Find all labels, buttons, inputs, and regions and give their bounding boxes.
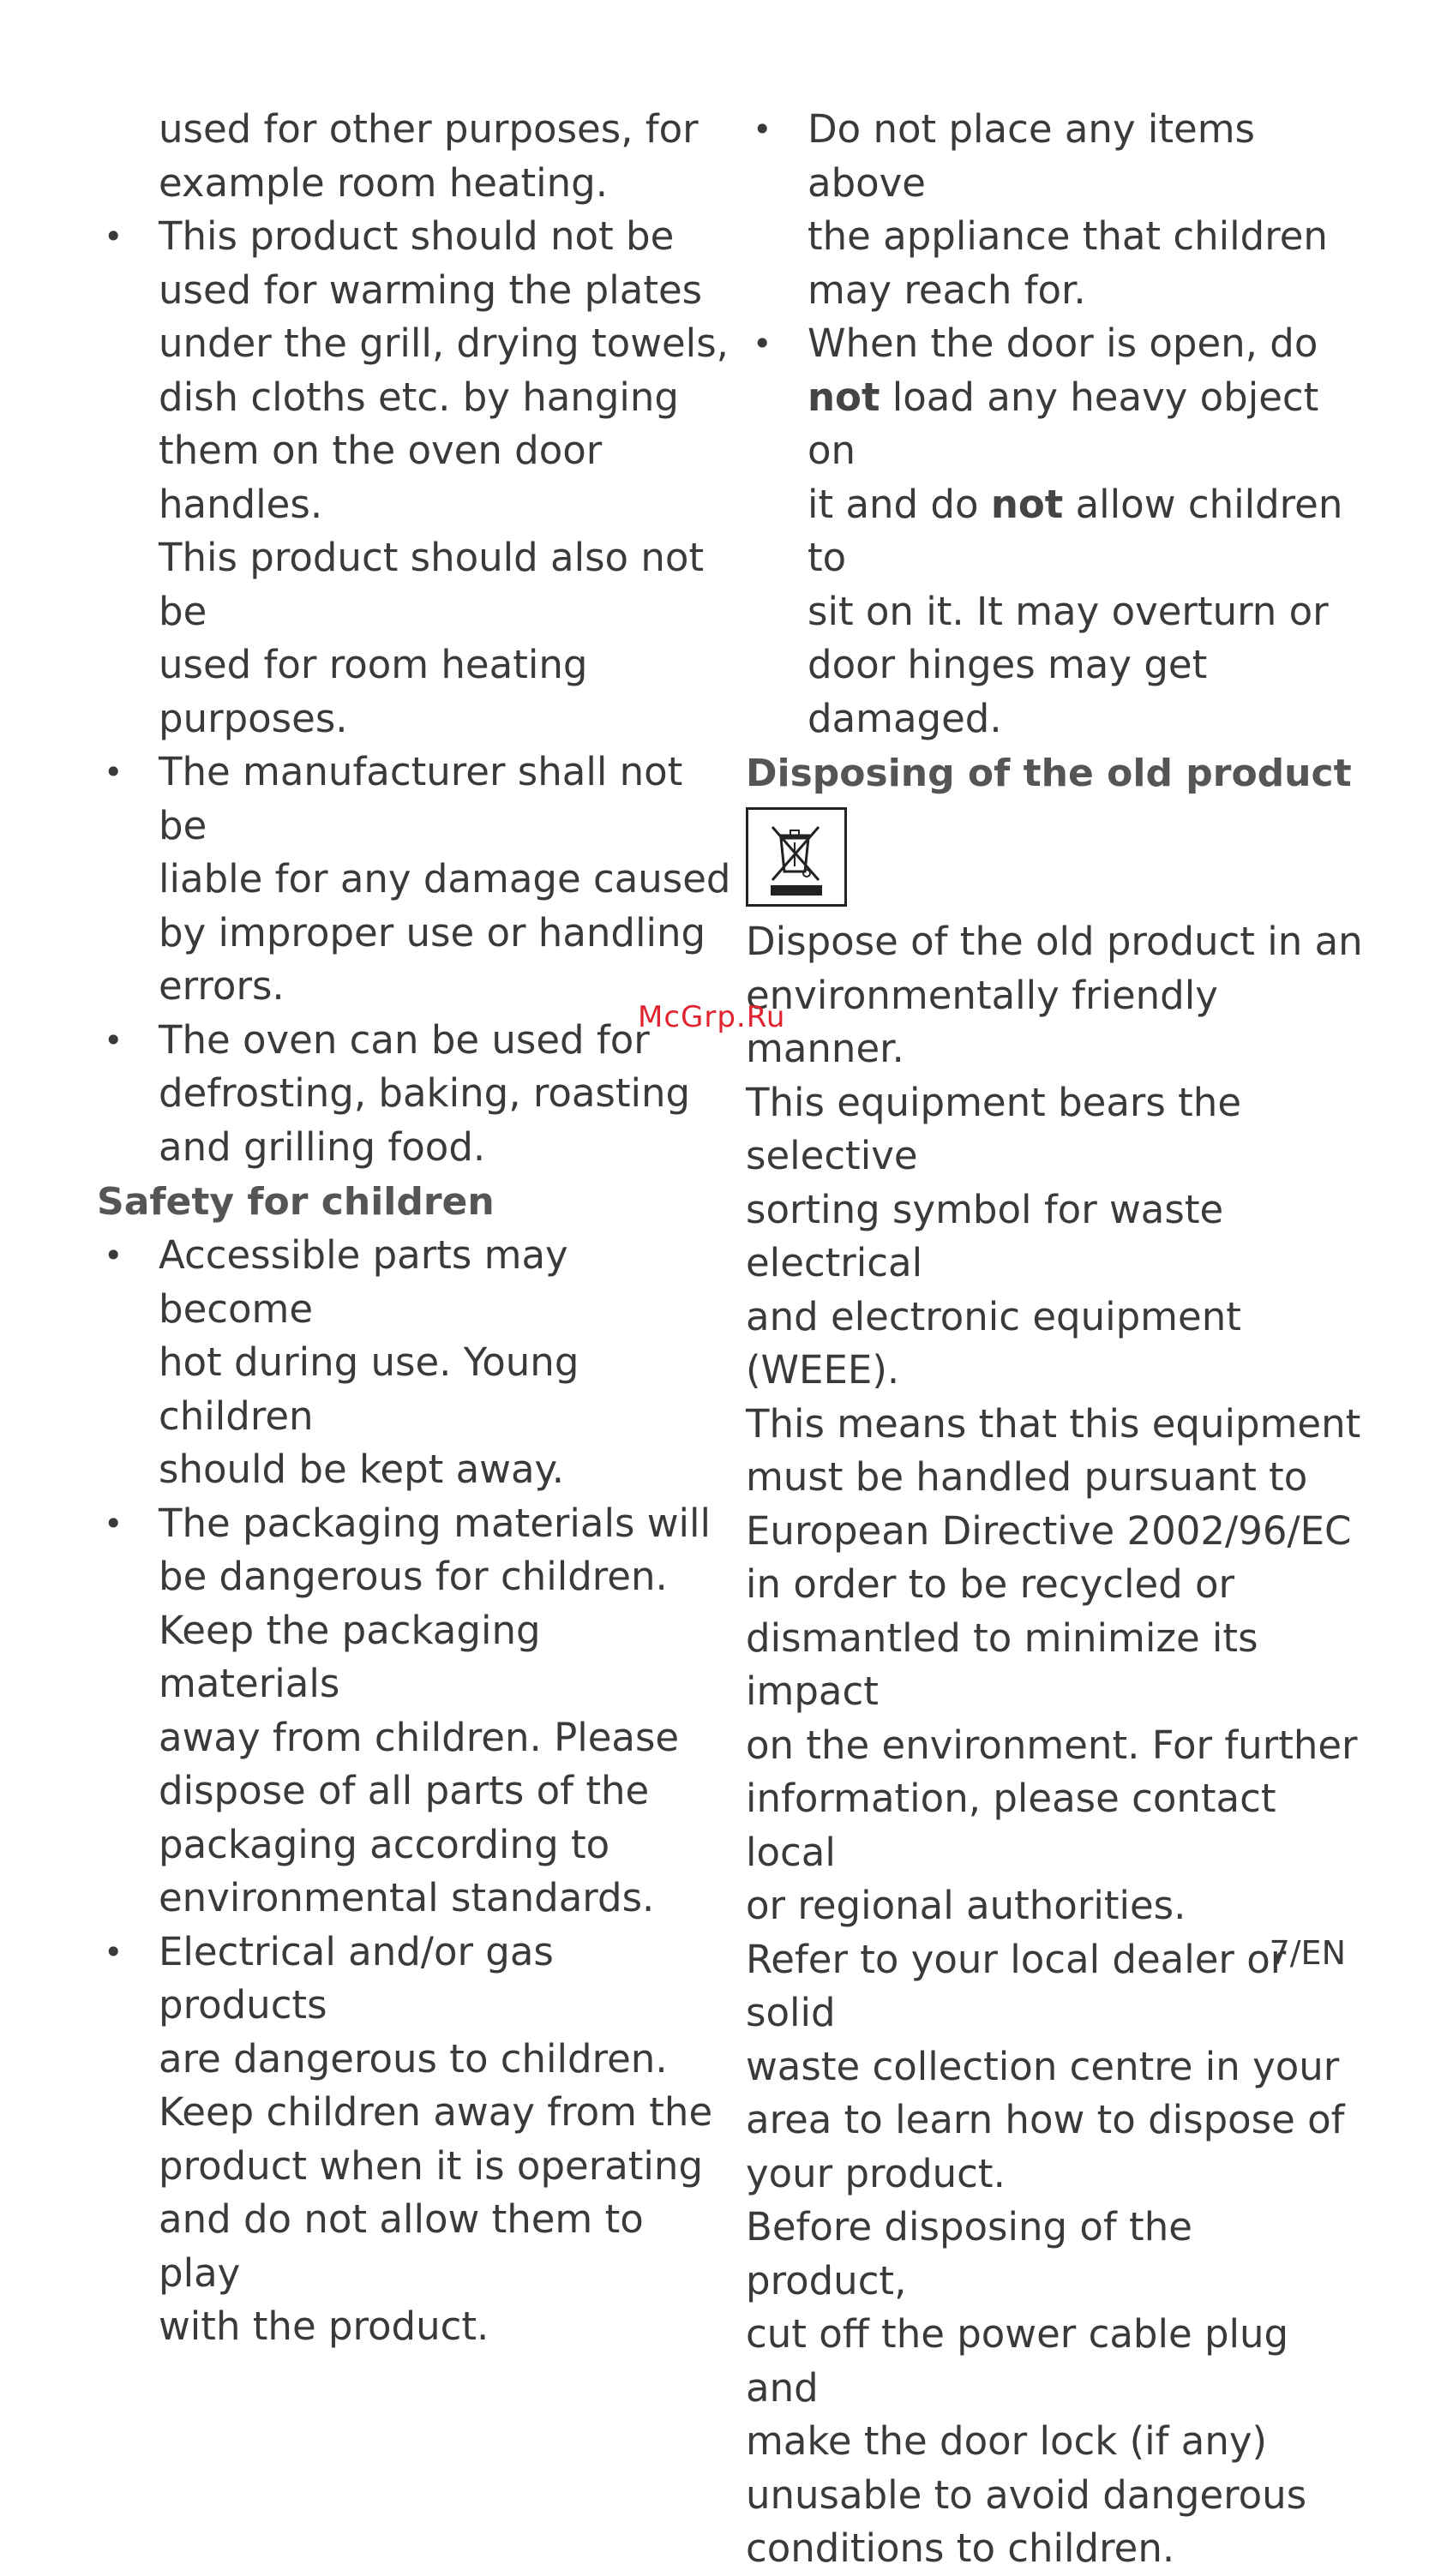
text-line: This product should not be	[159, 213, 675, 259]
emphasis-not: not	[990, 481, 1064, 527]
bullet-item-accessible-parts	[97, 1229, 731, 1497]
disposal-paragraph-2	[746, 1933, 1363, 2202]
text-line: Accessible parts may become	[159, 1232, 568, 1332]
text-line: used for other purposes, for	[159, 106, 699, 152]
text-line: be dangerous for children.	[159, 1554, 668, 1599]
bullet-item-oven-usage	[97, 1014, 731, 1175]
bullet-icon: •	[104, 218, 123, 255]
text-line: Dispose of the old product in an	[746, 919, 1363, 964]
text-line: liable for any damage caused	[159, 856, 731, 902]
right-column	[746, 103, 1363, 2576]
text-line: in order to be recycled or	[746, 1561, 1235, 1607]
bullet-item-manufacturer-liability	[97, 746, 731, 1014]
text-line: may reach for.	[808, 267, 1086, 313]
text-line: environmental standards.	[159, 1875, 655, 1920]
disposal-paragraph-3	[746, 2201, 1363, 2576]
emphasis-not: not	[808, 374, 880, 420]
text-line: hot during use. Young children	[159, 1339, 579, 1439]
text-line: used for room heating	[159, 642, 588, 687]
text-line: your product.	[746, 2150, 1006, 2196]
text-line: conditions to children.	[746, 2525, 1175, 2571]
text-line: or regional authorities.	[746, 1883, 1186, 1928]
text-line: errors.	[159, 963, 285, 1009]
text-line: must be handled pursuant to	[746, 1454, 1308, 1500]
text-fragment: allow children to	[808, 481, 1343, 580]
text-line: and do not allow them to play	[159, 2196, 644, 2296]
text-line: sit on it. It may overturn or	[808, 588, 1329, 634]
text-fragment: it and do	[808, 481, 991, 527]
text-line: The oven can be used for	[159, 1016, 650, 1063]
continued-bullet-text	[97, 103, 731, 210]
text-line: When the door is open, do	[808, 321, 1318, 366]
bullet-item-warming-plates	[97, 210, 731, 746]
text-line: used for warming the plates	[159, 267, 703, 313]
disposal-paragraph-1	[746, 915, 1363, 1933]
text-line: information, please contact local	[746, 1776, 1276, 1875]
bullet-item-packaging-materials	[97, 1497, 731, 1926]
page-number: 7/EN	[1269, 1934, 1346, 1972]
text-line: This equipment bears the selective	[746, 1079, 1242, 1178]
text-line	[808, 478, 1363, 585]
text-line: away from children. Please	[159, 1714, 680, 1760]
section-heading-disposing-old-product: Disposing of the old product	[746, 752, 1352, 795]
text-line: under the grill, drying towels,	[159, 321, 729, 366]
text-line: product when it is operating	[159, 2142, 704, 2189]
bullet-item-items-above-appliance	[746, 103, 1363, 317]
watermark-text: McGrp.Ru	[638, 1000, 786, 1034]
bullet-item-door-open	[746, 317, 1363, 746]
text-line: with the product.	[159, 2303, 489, 2349]
weee-symbol-graphic	[748, 810, 844, 904]
text-line: This means that this equipment	[746, 1400, 1361, 1447]
text-line: environmentally friendly manner.	[746, 972, 1218, 1071]
text-line: waste collection centre in your	[746, 2043, 1340, 2089]
left-column	[97, 103, 731, 2354]
text-line: cut off the power cable plug and	[746, 2311, 1289, 2411]
text-line: area to learn how to dispose of	[746, 2097, 1345, 2142]
text-line: Before disposing of the product,	[746, 2204, 1192, 2303]
bullet-item-electrical-gas-products	[97, 1926, 731, 2354]
text-line: dismantled to minimize its impact	[746, 1614, 1258, 1714]
text-line: packaging according to	[159, 1821, 610, 1867]
text-line: The manufacturer shall not be	[159, 749, 683, 848]
text-line: sorting symbol for waste electrical	[746, 1186, 1224, 1285]
text-line: unusable to avoid dangerous	[746, 2471, 1307, 2518]
text-line: by improper use or handling	[159, 909, 706, 956]
text-line: door hinges may get damaged.	[808, 642, 1208, 741]
text-line: defrosting, baking, roasting	[159, 1070, 691, 1116]
text-line: example room heating.	[159, 159, 609, 206]
text-line: purposes.	[159, 695, 348, 741]
text-line: Keep children away from the	[159, 2089, 713, 2135]
text-line: Keep the packaging materials	[159, 1607, 541, 1706]
text-line: dispose of all parts of the	[159, 1768, 650, 1813]
section-heading-safety-for-children: Safety for children	[97, 1180, 495, 1224]
text-line	[808, 371, 1363, 478]
text-line: This product should also not be	[159, 535, 705, 634]
text-line: dish cloths etc. by hanging	[159, 374, 679, 420]
text-line: and electronic equipment (WEEE).	[746, 1293, 1241, 1393]
bullet-icon: •	[753, 111, 772, 148]
bullet-icon: •	[753, 325, 772, 362]
bullet-icon: •	[104, 1237, 123, 1274]
text-line: Electrical and/or gas products	[159, 1928, 554, 2028]
text-line: should be kept away.	[159, 1447, 565, 1492]
text-line: European Directive 2002/96/EC	[746, 1507, 1352, 1554]
text-fragment: load any heavy object on	[808, 374, 1319, 473]
text-line: The packaging materials will	[159, 1500, 711, 1546]
text-line: make the door lock (if any)	[746, 2418, 1268, 2464]
bullet-icon: •	[104, 1021, 123, 1059]
bullet-icon: •	[104, 753, 123, 791]
text-line: on the environment. For further	[746, 1722, 1358, 1768]
text-line: Refer to your local dealer or solid	[746, 1936, 1287, 2035]
text-line: and grilling food.	[159, 1123, 486, 1170]
text-line: the appliance that children	[808, 213, 1328, 259]
text-line: them on the oven door handles.	[159, 428, 603, 527]
text-line: Do not place any items above	[808, 106, 1256, 206]
crossed-out-wheelie-bin-icon	[746, 807, 847, 907]
bullet-icon: •	[104, 1932, 123, 1971]
bullet-icon: •	[104, 1504, 123, 1543]
text-line: are dangerous to children.	[159, 2035, 668, 2082]
